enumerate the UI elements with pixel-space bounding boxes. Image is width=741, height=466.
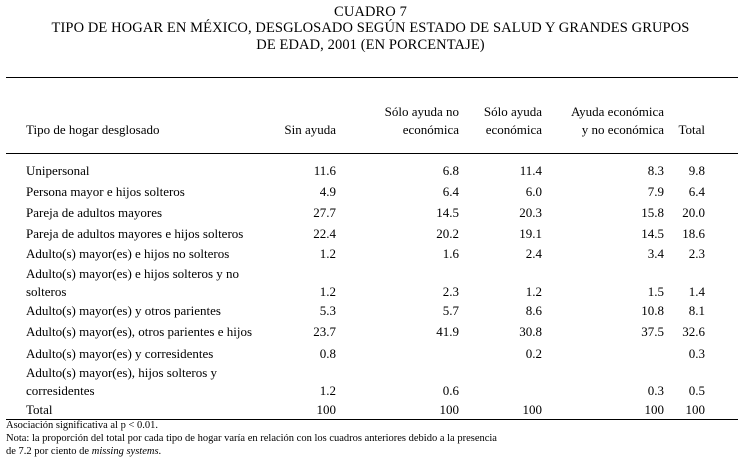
cell-solo-ayuda-economica: 30.8 <box>519 324 542 339</box>
row-label: Pareja de adultos mayores e hijos solteros <box>26 226 244 241</box>
footnote-line-2: de 7.2 por ciento de missing systems. <box>6 446 162 457</box>
cell-solo-ayuda-economica: 20.3 <box>519 205 542 220</box>
cell-solo-ayuda-no-economica: 5.7 <box>442 303 459 318</box>
cell-solo-ayuda-no-economica: 2.3 <box>442 284 459 299</box>
header-ayuda-economica-no-economica-2: y no económica <box>581 122 664 137</box>
cell-total: 100 <box>685 402 705 417</box>
header-total: Total <box>678 122 705 137</box>
significance-note: Asociación significativa al p < 0.01. <box>6 420 159 431</box>
cell-total: 32.6 <box>682 324 705 339</box>
cell-total: 18.6 <box>682 226 705 241</box>
header-solo-ayuda-no-economica-2: económica <box>402 122 459 137</box>
cell-solo-ayuda-no-economica: 6.4 <box>442 184 459 199</box>
cell-solo-ayuda-economica: 6.0 <box>525 184 542 199</box>
cell-solo-ayuda-no-economica: 1.6 <box>442 246 459 261</box>
cell-solo-ayuda-no-economica: 0.6 <box>442 383 459 398</box>
cell-ayuda-economica-y-no-economica: 100 <box>644 402 664 417</box>
cell-solo-ayuda-no-economica: 20.2 <box>436 226 459 241</box>
cell-total: 6.4 <box>688 184 705 199</box>
cell-solo-ayuda-no-economica: 14.5 <box>436 205 459 220</box>
header-sin-ayuda: Sin ayuda <box>284 122 336 137</box>
table-number: CUADRO 7 <box>334 4 407 20</box>
cell-solo-ayuda-no-economica: 100 <box>439 402 459 417</box>
row-label-continuation: corresidentes <box>26 383 95 398</box>
cell-solo-ayuda-no-economica: 6.8 <box>442 163 459 178</box>
cell-ayuda-economica-y-no-economica: 1.5 <box>647 284 664 299</box>
cell-sin-ayuda: 23.7 <box>313 324 336 339</box>
cell-solo-ayuda-economica: 1.2 <box>525 284 542 299</box>
cell-total: 8.1 <box>688 303 705 318</box>
cell-ayuda-economica-y-no-economica: 8.3 <box>647 163 664 178</box>
cell-solo-ayuda-economica: 11.4 <box>519 163 542 178</box>
cell-total: 9.8 <box>688 163 705 178</box>
cell-sin-ayuda: 1.2 <box>319 246 336 261</box>
row-label: Adulto(s) mayor(es) y corresidentes <box>26 346 214 361</box>
cell-total: 20.0 <box>682 205 705 220</box>
cell-solo-ayuda-economica: 8.6 <box>525 303 542 318</box>
row-label: Adulto(s) mayor(es) e hijos solteros y no <box>26 266 240 281</box>
header-tipo-hogar: Tipo de hogar desglosado <box>26 122 160 137</box>
header-ayuda-economica-no-economica-1: Ayuda económica <box>570 104 664 119</box>
cell-solo-ayuda-economica: 0.2 <box>525 346 542 361</box>
cell-ayuda-economica-y-no-economica: 3.4 <box>647 246 664 261</box>
cell-ayuda-economica-y-no-economica: 7.9 <box>647 184 664 199</box>
header-rule <box>6 153 738 154</box>
header-solo-ayuda-economica-1: Sólo ayuda <box>483 104 542 119</box>
row-label: Pareja de adultos mayores <box>26 205 163 220</box>
cell-solo-ayuda-economica: 100 <box>522 402 542 417</box>
cell-total: 1.4 <box>688 284 705 299</box>
cell-ayuda-economica-y-no-economica: 10.8 <box>641 303 664 318</box>
top-rule <box>6 77 738 78</box>
header-solo-ayuda-no-economica-1: Sólo ayuda no <box>384 104 459 119</box>
header-solo-ayuda-economica-2: económica <box>485 122 542 137</box>
row-label: Persona mayor e hijos solteros <box>26 184 185 199</box>
row-label: Adulto(s) mayor(es), hijos solteros y <box>26 365 218 380</box>
row-label-continuation: solteros <box>26 284 67 299</box>
cell-solo-ayuda-economica: 19.1 <box>519 226 542 241</box>
cell-total: 0.3 <box>688 346 705 361</box>
cell-sin-ayuda: 1.2 <box>319 284 336 299</box>
cell-total: 0.5 <box>688 383 705 398</box>
cell-sin-ayuda: 1.2 <box>319 383 336 398</box>
table-title-line-2: DE EDAD, 2001 (EN PORCENTAJE) <box>256 37 485 53</box>
cell-ayuda-economica-y-no-economica: 15.8 <box>641 205 664 220</box>
cell-sin-ayuda: 22.4 <box>313 226 336 241</box>
cell-solo-ayuda-economica: 2.4 <box>525 246 542 261</box>
cell-sin-ayuda: 4.9 <box>319 184 336 199</box>
row-label: Adulto(s) mayor(es) e hijos no solteros <box>26 246 230 261</box>
missing-systems-term: missing systems <box>91 446 159 457</box>
cell-sin-ayuda: 27.7 <box>313 205 336 220</box>
cell-sin-ayuda: 5.3 <box>319 303 336 318</box>
cell-ayuda-economica-y-no-economica: 37.5 <box>641 324 664 339</box>
cell-sin-ayuda: 11.6 <box>313 163 336 178</box>
cell-sin-ayuda: 100 <box>316 402 336 417</box>
cell-total: 2.3 <box>688 246 705 261</box>
cell-sin-ayuda: 0.8 <box>319 346 336 361</box>
row-label: Adulto(s) mayor(es), otros parientes e hijos <box>26 324 253 339</box>
row-label: Adulto(s) mayor(es) y otros parientes <box>26 303 221 318</box>
cell-ayuda-economica-y-no-economica: 14.5 <box>641 226 664 241</box>
cell-ayuda-economica-y-no-economica: 0.3 <box>647 383 664 398</box>
row-label: Total <box>26 402 53 417</box>
cell-solo-ayuda-no-economica: 41.9 <box>436 324 459 339</box>
footnote-line-1: Nota: la proporción del total por cada tipo de hogar varía en relación con los cuadros anteriores debido a la presencia <box>6 433 497 444</box>
row-label: Unipersonal <box>26 163 90 178</box>
table-title-line-1: TIPO DE HOGAR EN MÉXICO, DESGLOSADO SEGÚN ESTADO DE SALUD Y GRANDES GRUPOS <box>51 20 690 36</box>
